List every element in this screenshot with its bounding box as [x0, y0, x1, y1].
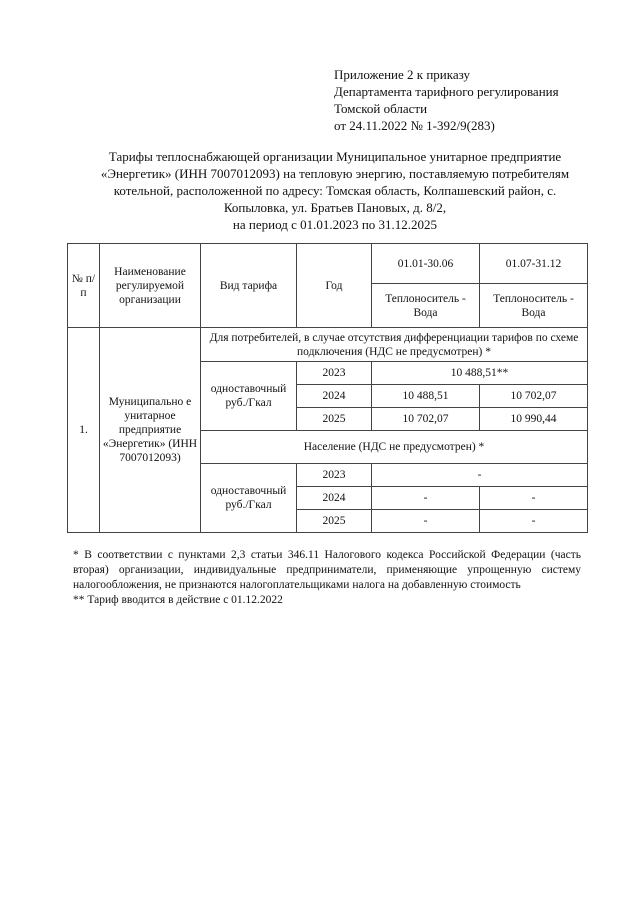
row-number: 1.	[68, 328, 100, 533]
title-line-2: «Энергетик» (ИНН 7007012093) на тепловую энергию, поставляемую потребителям	[100, 166, 570, 181]
title-line-4: Копыловка, ул. Братьев Пановых, д. 8/2,	[223, 200, 447, 215]
value-cell-merged: 10 488,51**	[372, 362, 588, 385]
section-1-label: Для потребителей, в случае отсутствия дифференциации тарифов по схеме подключения (НДС не предусмотрен) *	[201, 328, 588, 362]
title-line-5: на период с 01.01.2023 по 31.12.2025	[232, 217, 438, 232]
value-cell-h1: 10 702,07	[372, 408, 480, 431]
year-cell: 2024	[297, 385, 372, 408]
header-num: № п/п	[68, 244, 100, 328]
header-tariff-type: Вид тарифа	[201, 244, 297, 328]
section-1-label-row	[68, 328, 588, 362]
footnotes	[73, 548, 581, 608]
footnote-1: * В соответствии с пунктами 2,3 статьи 346.11 Налогового кодекса Российской Федерации (часть вторая) организации, индивидуальные предприниматели, применяющие упрощенную систему налогообложения, не признаются налогоплательщиками налога на добавленную стоимость	[73, 549, 581, 591]
value-cell-h2: 10 990,44	[480, 408, 588, 431]
appendix-line-1: Приложение 2 к приказу	[334, 67, 471, 82]
appendix-line-3: Томской области	[334, 101, 428, 116]
value-cell-h2: 10 702,07	[480, 385, 588, 408]
year-cell: 2025	[297, 408, 372, 431]
header-row-1	[68, 244, 588, 284]
header-org: Наименование регулируемой организации	[100, 244, 201, 328]
section-1-tariff-type: одноставочный руб./Гкал	[201, 362, 297, 431]
appendix-line-4: от 24.11.2022 № 1-392/9(283)	[334, 118, 495, 133]
year-cell: 2023	[297, 464, 372, 487]
year-cell: 2024	[297, 487, 372, 510]
header-year: Год	[297, 244, 372, 328]
appendix-line-2: Департамента тарифного регулирования	[334, 84, 559, 99]
document-title	[70, 148, 600, 233]
appendix-header	[334, 66, 624, 134]
year-cell: 2025	[297, 510, 372, 533]
value-cell-h1: 10 488,51	[372, 385, 480, 408]
header-period-2: 01.07-31.12	[480, 244, 588, 284]
year-cell: 2023	[297, 362, 372, 385]
value-cell-merged: -	[372, 464, 588, 487]
header-period-1: 01.01-30.06	[372, 244, 480, 284]
value-cell-h2: -	[480, 487, 588, 510]
header-carrier-1: Теплоноситель - Вода	[372, 284, 480, 328]
org-name: Муниципально е унитарное предприятие «Энергетик» (ИНН 7007012093)	[100, 328, 201, 533]
tariff-table	[67, 243, 588, 533]
value-cell-h1: -	[372, 510, 480, 533]
title-line-3: котельной, расположенной по адресу: Томская область, Колпашевский район, с.	[113, 183, 557, 198]
value-cell-h1: -	[372, 487, 480, 510]
footnote-2: ** Тариф вводится в действие с 01.12.2022	[73, 594, 283, 606]
section-2-label: Население (НДС не предусмотрен) *	[201, 431, 588, 464]
section-2-tariff-type: одноставочный руб./Гкал	[201, 464, 297, 533]
header-carrier-2: Теплоноситель - Вода	[480, 284, 588, 328]
title-line-1: Тарифы теплоснабжающей организации Муниципальное унитарное предприятие	[108, 149, 562, 164]
value-cell-h2: -	[480, 510, 588, 533]
